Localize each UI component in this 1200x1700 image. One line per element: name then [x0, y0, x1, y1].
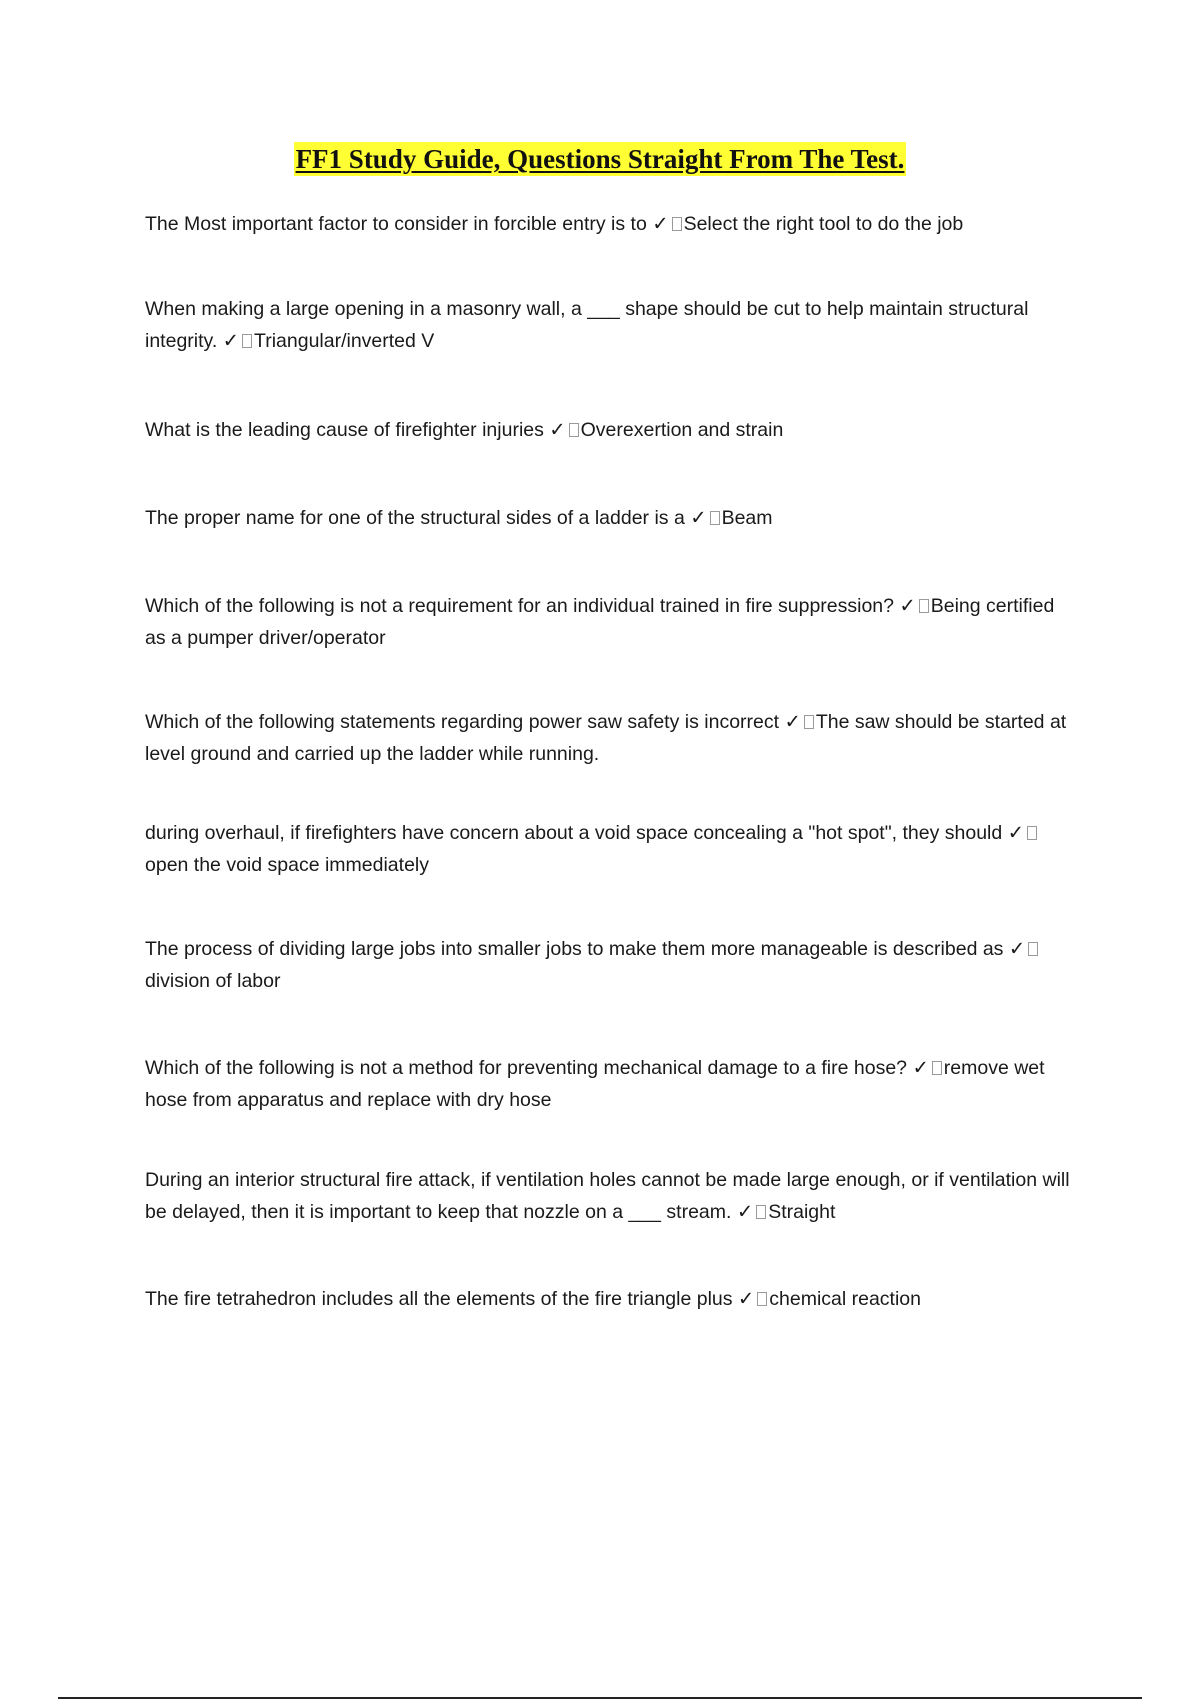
question-text: Which of the following is not a requirement for an individual trained in fire suppression? [145, 595, 900, 617]
checkbox-glyph-icon [804, 715, 814, 729]
question-text: When making a large opening in a masonry wall, a ___ shape should be cut to help maintain structural integrity. [145, 298, 1029, 352]
checkbox-glyph-icon [1028, 942, 1038, 956]
checkbox-glyph-icon [757, 1292, 767, 1306]
checkmark-icon: ✓ [784, 711, 801, 733]
document-title: FF1 Study Guide, Questions Straight From The Test. [295, 144, 905, 174]
qa-item [145, 414, 1075, 446]
answer-text: Overexertion and strain [580, 419, 784, 441]
answer-text: Straight [768, 1201, 836, 1223]
qa-item [145, 590, 1075, 654]
qa-item [145, 817, 1075, 881]
answer-text: Being certified as a pumper driver/operator [145, 595, 1055, 649]
checkmark-icon: ✓ [652, 213, 669, 235]
checkmark-icon: ✓ [690, 507, 707, 529]
checkmark-icon: ✓ [737, 1288, 755, 1310]
checkmark-icon: ✓ [1007, 822, 1024, 844]
checkbox-glyph-icon [672, 217, 682, 231]
answer-text: Triangular/inverted V [254, 330, 435, 352]
qa-item [145, 208, 1075, 240]
checkmark-icon: ✓ [899, 595, 916, 617]
question-text: During an interior structural fire attack, if ventilation holes cannot be made large enough, or if ventilation will be delayed, then it is important to keep that nozzle on a ___ stream. [145, 1169, 1070, 1223]
checkbox-glyph-icon [756, 1205, 766, 1219]
checkmark-icon: ✓ [222, 330, 240, 352]
checkmark-icon: ✓ [549, 419, 566, 441]
question-text: Which of the following is not a method for preventing mechanical damage to a fire hose? [145, 1057, 913, 1079]
answer-text: Beam [721, 507, 773, 529]
footer-divider [58, 1697, 1142, 1699]
answer-text: Select the right tool to do the job [683, 213, 964, 235]
qa-item [145, 502, 1075, 534]
qa-item [145, 1052, 1075, 1116]
question-text: Which of the following statements regarding power saw safety is incorrect [145, 711, 785, 733]
checkmark-icon: ✓ [912, 1057, 929, 1079]
question-text: The proper name for one of the structural sides of a ladder is a [145, 507, 691, 529]
checkbox-glyph-icon [710, 511, 720, 525]
answer-text: division of labor [145, 970, 281, 992]
question-text: What is the leading cause of firefighter injuries [145, 419, 550, 441]
checkbox-glyph-icon [1027, 826, 1037, 840]
qa-item [145, 933, 1075, 997]
question-text: The fire tetrahedron includes all the elements of the fire triangle plus [145, 1288, 738, 1310]
answer-text: remove wet hose from apparatus and replace with dry hose [145, 1057, 1045, 1111]
checkmark-icon: ✓ [1008, 938, 1026, 960]
question-text: The process of dividing large jobs into smaller jobs to make them more manageable is described as [145, 938, 1009, 960]
qa-item [145, 1164, 1075, 1228]
qa-item [145, 293, 1075, 357]
checkbox-glyph-icon [919, 599, 929, 613]
checkmark-icon: ✓ [736, 1201, 754, 1223]
question-text: The Most important factor to consider in forcible entry is to [145, 213, 653, 235]
question-text: during overhaul, if firefighters have concern about a void space concealing a "hot spot", they should [145, 822, 1008, 844]
title-wrapper [0, 142, 1200, 176]
qa-item [145, 1283, 1075, 1315]
checkbox-glyph-icon [242, 334, 252, 348]
qa-item [145, 706, 1075, 770]
answer-text: chemical reaction [769, 1288, 921, 1310]
answer-text: open the void space immediately [145, 854, 429, 876]
checkbox-glyph-icon [569, 423, 579, 437]
checkbox-glyph-icon [932, 1061, 942, 1075]
answer-text: The saw should be started at level ground and carried up the ladder while running. [145, 711, 1067, 765]
